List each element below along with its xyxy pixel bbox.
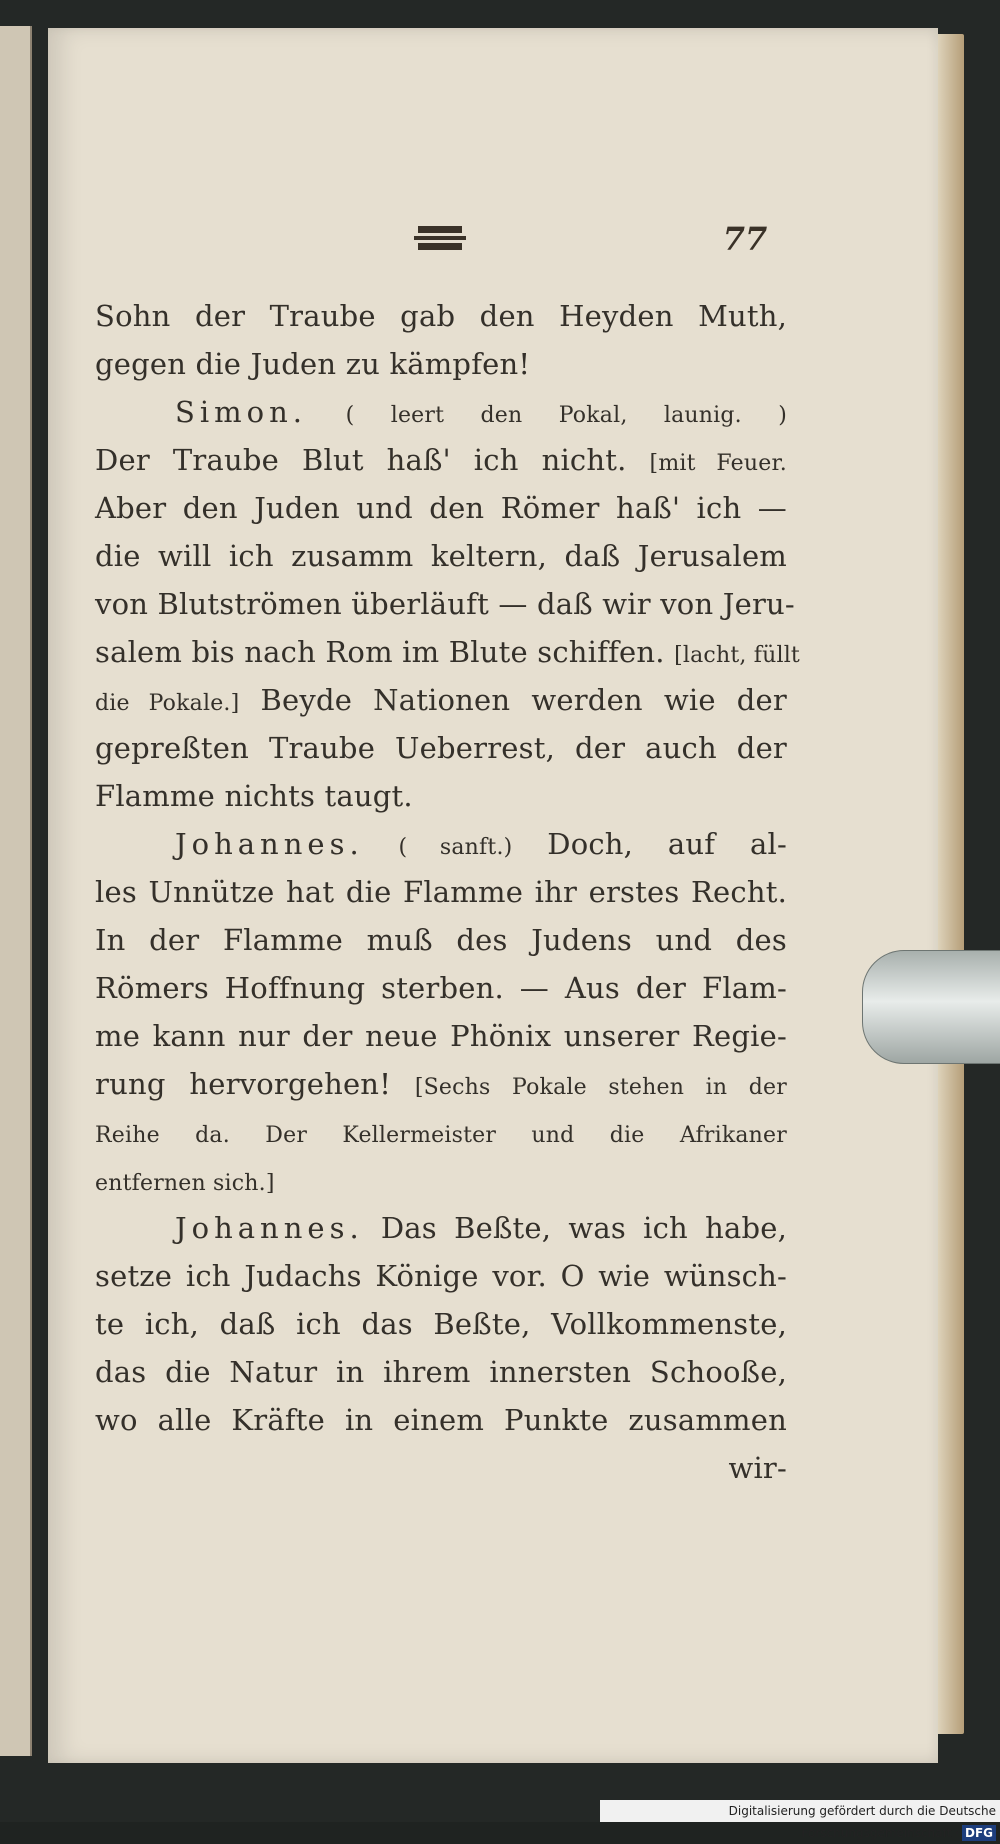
text-line: die Pokale.] Beyde Nationen werden wie der xyxy=(95,683,787,717)
left-page-edge xyxy=(0,26,32,1756)
text-line: gepreßten Traube Ueberrest, der auch der xyxy=(95,731,787,765)
text-line: Der Traube Blut haß' ich nicht. [mit Feuer. xyxy=(95,443,787,477)
text-line: wo alle Kräfte in einem Punkte zusammen xyxy=(95,1403,787,1437)
text-line: me kann nur der neue Phönix unserer Regie- xyxy=(95,1019,787,1053)
stage-direction: ( sanft.) xyxy=(398,835,513,860)
stage-direction: [lacht, füllt xyxy=(674,643,800,668)
text-line: rung hervorgehen! [Sechs Pokale stehen in der xyxy=(95,1067,787,1101)
stage-direction: die Pokale.] xyxy=(95,691,240,716)
speaker-name: Johannes. xyxy=(175,827,364,861)
stage-direction: entfernen sich.] xyxy=(95,1171,275,1196)
stage-direction: [Sechs Pokale stehen in der xyxy=(414,1075,787,1100)
credit-text: Digitalisierung gefördert durch die Deutsche Forschungsgemeinschaft · xyxy=(728,1804,996,1840)
speaker-line: Johannes. Das Beßte, was ich habe, xyxy=(175,1211,787,1245)
stage-direction: [mit Feuer. xyxy=(649,451,787,476)
text-line: In der Flamme muß des Judens und des xyxy=(95,923,787,957)
text-line: Sohn der Traube gab den Heyden Muth, xyxy=(95,299,787,333)
speaker-name: Simon. xyxy=(175,395,307,429)
dfg-logo: DFG xyxy=(962,1825,996,1841)
speaker-name: Johannes. xyxy=(175,1211,364,1245)
text-line: salem bis nach Rom im Blute schiffen. [lacht, füllt xyxy=(95,635,800,669)
stage-direction: Reihe da. Der Kellermeister und die Afrikaner xyxy=(95,1123,787,1148)
header-ornament xyxy=(414,224,466,252)
text-line: Aber den Juden und den Römer haß' ich — xyxy=(95,491,787,525)
digitization-credit xyxy=(600,1800,1000,1840)
text-line: von Blutströmen überläuft — daß wir von Jeru- xyxy=(95,587,795,621)
text-line xyxy=(95,1156,787,1204)
text-line: te ich, daß ich das Beßte, Vollkommenste, xyxy=(95,1307,787,1341)
text-line: die will ich zusamm keltern, daß Jerusalem xyxy=(95,539,787,573)
text-line: Flamme nichts taugt. xyxy=(95,779,413,813)
text-line xyxy=(95,1108,787,1156)
text-line: gegen die Juden zu kämpfen! xyxy=(95,347,531,381)
text-line: setze ich Judachs Könige vor. O wie wünsch- xyxy=(95,1259,787,1293)
page-number: 77 xyxy=(722,220,768,258)
catchword: wir- xyxy=(728,1451,787,1485)
page-clip xyxy=(862,950,1000,1064)
text-line: Römers Hoffnung sterben. — Aus der Flam- xyxy=(95,971,787,1005)
text-line: das die Natur in ihrem innersten Schooße, xyxy=(95,1355,787,1389)
stage-direction: ( leert den Pokal, launig. ) xyxy=(345,403,788,428)
speaker-line xyxy=(95,388,787,436)
text-block xyxy=(95,292,800,1492)
speaker-line: Johannes. ( sanft.) Doch, auf al- xyxy=(175,827,788,861)
text-line: les Unnütze hat die Flamme ihr erstes Recht. xyxy=(95,875,787,909)
